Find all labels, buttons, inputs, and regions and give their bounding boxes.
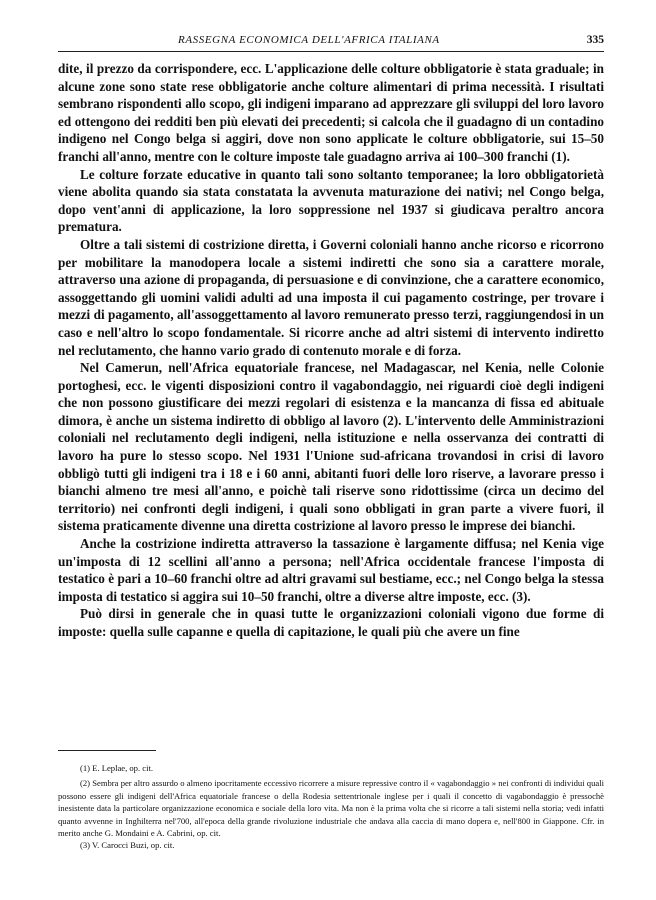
header-rule	[58, 51, 604, 52]
footnote-rule	[58, 750, 156, 751]
footnote-3: (3) V. Carocci Buzi, op. cit.	[80, 840, 175, 851]
paragraph-6: Può dirsi in generale che in quasi tutte le organizzazioni coloniali vigono due forme di imposte: quella sulle capanne e quella di capitazione, le quali più che avere un fine	[58, 606, 604, 639]
footnotes	[58, 762, 604, 852]
page-number: 335	[586, 34, 604, 46]
journal-title: RASSEGNA ECONOMICA DELL'AFRICA ITALIANA	[178, 34, 440, 46]
body-text	[58, 60, 604, 641]
footnote-2: (2) Sembra per altro assurdo o almeno ipocritamente eccessivo ricorrere a misure repressive contro il « vagabondaggio » nei confronti di individui quali possono essere gli indigeni dell'Africa equatoriale francese o della Rodesia settentrionale inglese per i quali il concetto di vagabondaggio è pressochè inesistente data la particolare organizzazione economica e sociale della loro vita. Ma non è la prima volta che si ricorre a tali sistemi nella storia; vedi infatti quanto avvenne in Inghilterra nel'700, all'epoca della grande rivoluzione industriale che andava alla caccia di mano dopera e, nell'800 in Giappone. Cfr. in merito anche G. Mondaini e A. Cabrini, op. cit.	[58, 778, 604, 839]
running-header	[58, 34, 604, 50]
paragraph-4: Nel Camerun, nell'Africa equatoriale francese, nel Madagascar, nel Kenia, nelle Colonie portoghesi, ecc. le vigenti disposizioni contro il vagabondaggio, nei riguardi cioè degli indigeni che non possono giustificare dei mezzi regolari di esistenza e la mancanza di fissa ed abituale dimora, è anche un sistema indiretto di obbligo al lavoro (2). L'intervento delle Amministrazioni coloniali nel reclutamento degli indigeni, nella istituzione e nella osservanza dei contratti di lavoro ha pure lo stesso scopo. Nel 1931 l'Unione sud-africana trovandosi in crisi di lavoro obbligò tutti gli indigeni tra i 18 e i 60 anni, abitanti fuori delle loro riserve, a lavorare presso i bianchi almeno tre mesi all'anno, e poichè tali riserve sono ridottissime (circa un decimo del territorio) nei confronti degli indigeni, i quali sono obbligati in gran parte a vivere fuori, il sistema praticamente divenne una diretta costrizione al lavoro presso le imprese dei bianchi.	[58, 360, 604, 534]
paragraph-5: Anche la costrizione indiretta attraverso la tassazione è largamente diffusa; nel Kenia vige un'imposta di 12 scellini all'anno a persona; nell'Africa occidentale francese l'imposta di testatico è pari a 10–60 franchi oltre ad altri gravami sul bestiame, ecc.; nel Congo belga la stessa imposta di testatico si aggira sui 10–50 franchi, oltre a diverse altre imposte, ecc. (3).	[58, 536, 604, 604]
paragraph-1: dite, il prezzo da corrispondere, ecc. L'applicazione delle colture obbligatorie è stata graduale; in alcune zone sono state rese obbligatorie anche colture alimentari di prima necessità. I risultati sembrano rispondenti allo scopo, gli indigeni imparano ad apprezzare gli sviluppi del loro lavoro ed ottengono dei redditi ben più elevati dei precedenti; si calcola che il guadagno di un contadino indigeno nel Congo belga si aggiri, dove non sono applicate le colture obbligatorie, sui 15–50 franchi all'anno, mentre con le colture imposte tale guadagno arriva ai 100–300 franchi (1).	[58, 61, 604, 164]
paragraph-2: Le colture forzate educative in quanto tali sono soltanto temporanee; la loro obbligatorietà viene abolita quando sia stata constatata la avvenuta maturazione dei nativi; nel Congo belga, dopo vent'anni di applicazione, la loro soppressione nel 1937 si giudicava peraltro ancora prematura.	[58, 166, 604, 235]
footnote-1: (1) E. Leplae, op. cit.	[80, 763, 154, 773]
paragraph-3: Oltre a tali sistemi di costrizione diretta, i Governi coloniali hanno anche ricorso e ricorrono per mobilitare la manodopera locale a sistemi indiretti che sono sia a carattere morale, attraverso una azione di propaganda, di persuasione e di convinzione, che a carattere economico, assoggettando gli uomini validi adulti ad una imposta il cui pagamento costringe, per trovare i mezzi di pagamento, all'assoggettamento al lavoro remunerato presso terzi, raggiungendosi in un caso e nell'altro lo scopo fondamentale. Si ricorre anche ad altri sistemi di intervento indiretto nel reclutamento, che hanno vario grado di contenuto morale e di forza.	[58, 236, 604, 358]
